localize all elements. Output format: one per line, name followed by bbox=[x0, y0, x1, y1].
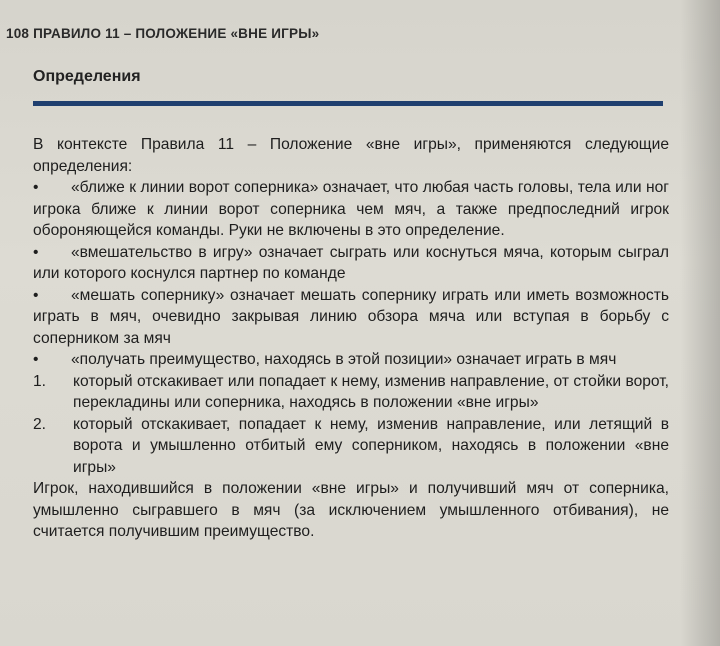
section-title: Определения bbox=[33, 68, 141, 85]
title-rule bbox=[33, 101, 663, 106]
item-number: 1. bbox=[33, 372, 47, 390]
closing-paragraph: Игрок, находившийся в положении «вне игры» и получивший мяч от соперника, умышленно сыгравшего в мяч (за исключением умышленного отбивания), не считается получившим преимущество. bbox=[33, 480, 669, 540]
item-number: 2. bbox=[33, 415, 47, 433]
bullet-text: «получать преимущество, находясь в этой позиции» означает играть в мяч bbox=[71, 351, 617, 368]
body-text bbox=[33, 134, 669, 543]
running-head: 108 ПРАВИЛО 11 – ПОЛОЖЕНИЕ «ВНЕ ИГРЫ» bbox=[6, 26, 320, 41]
bullet-marker: • bbox=[33, 243, 39, 261]
intro-paragraph: В контексте Правила 11 – Положение «вне игры», применяются следующие определения: bbox=[33, 136, 669, 175]
bullet-item bbox=[33, 349, 669, 371]
bullet-item bbox=[33, 177, 669, 242]
numbered-text: который отскакивает или попадает к нему, изменив направление, от стойки ворот, перекладины или соперника, находясь в положении «вне игры» bbox=[73, 372, 669, 411]
bullet-marker: • bbox=[33, 286, 39, 304]
numbered-item bbox=[33, 371, 669, 414]
numbered-text: который отскакивает, попадает к нему, изменив направление, или летящий в ворота и умышленно отбитый ему соперником, находясь в положении «вне игры» bbox=[73, 415, 669, 476]
numbered-item bbox=[33, 414, 669, 479]
page-shadow bbox=[680, 0, 720, 646]
bullet-item bbox=[33, 242, 669, 285]
bullet-marker: • bbox=[33, 351, 39, 368]
bullet-marker: • bbox=[33, 179, 39, 196]
bullet-text: «мешать сопернику» означает мешать сопернику играть или иметь возможность играть в мяч, очевидно закрывая линию обзора мяча или вступая в борьбу с соперником за мяч bbox=[33, 286, 669, 347]
bullet-text: «вмешательство в игру» означает сыграть или коснуться мяча, которым сыграл или которого коснулся партнер по команде bbox=[33, 243, 669, 282]
bullet-text: «ближе к линии ворот соперника» означает, что любая часть головы, тела или ног игрока ближе к линии ворот соперника чем мяч, а также предпоследний игрок обороняющейся команды. Руки не включены в это определение. bbox=[33, 179, 669, 239]
bullet-item bbox=[33, 285, 669, 350]
